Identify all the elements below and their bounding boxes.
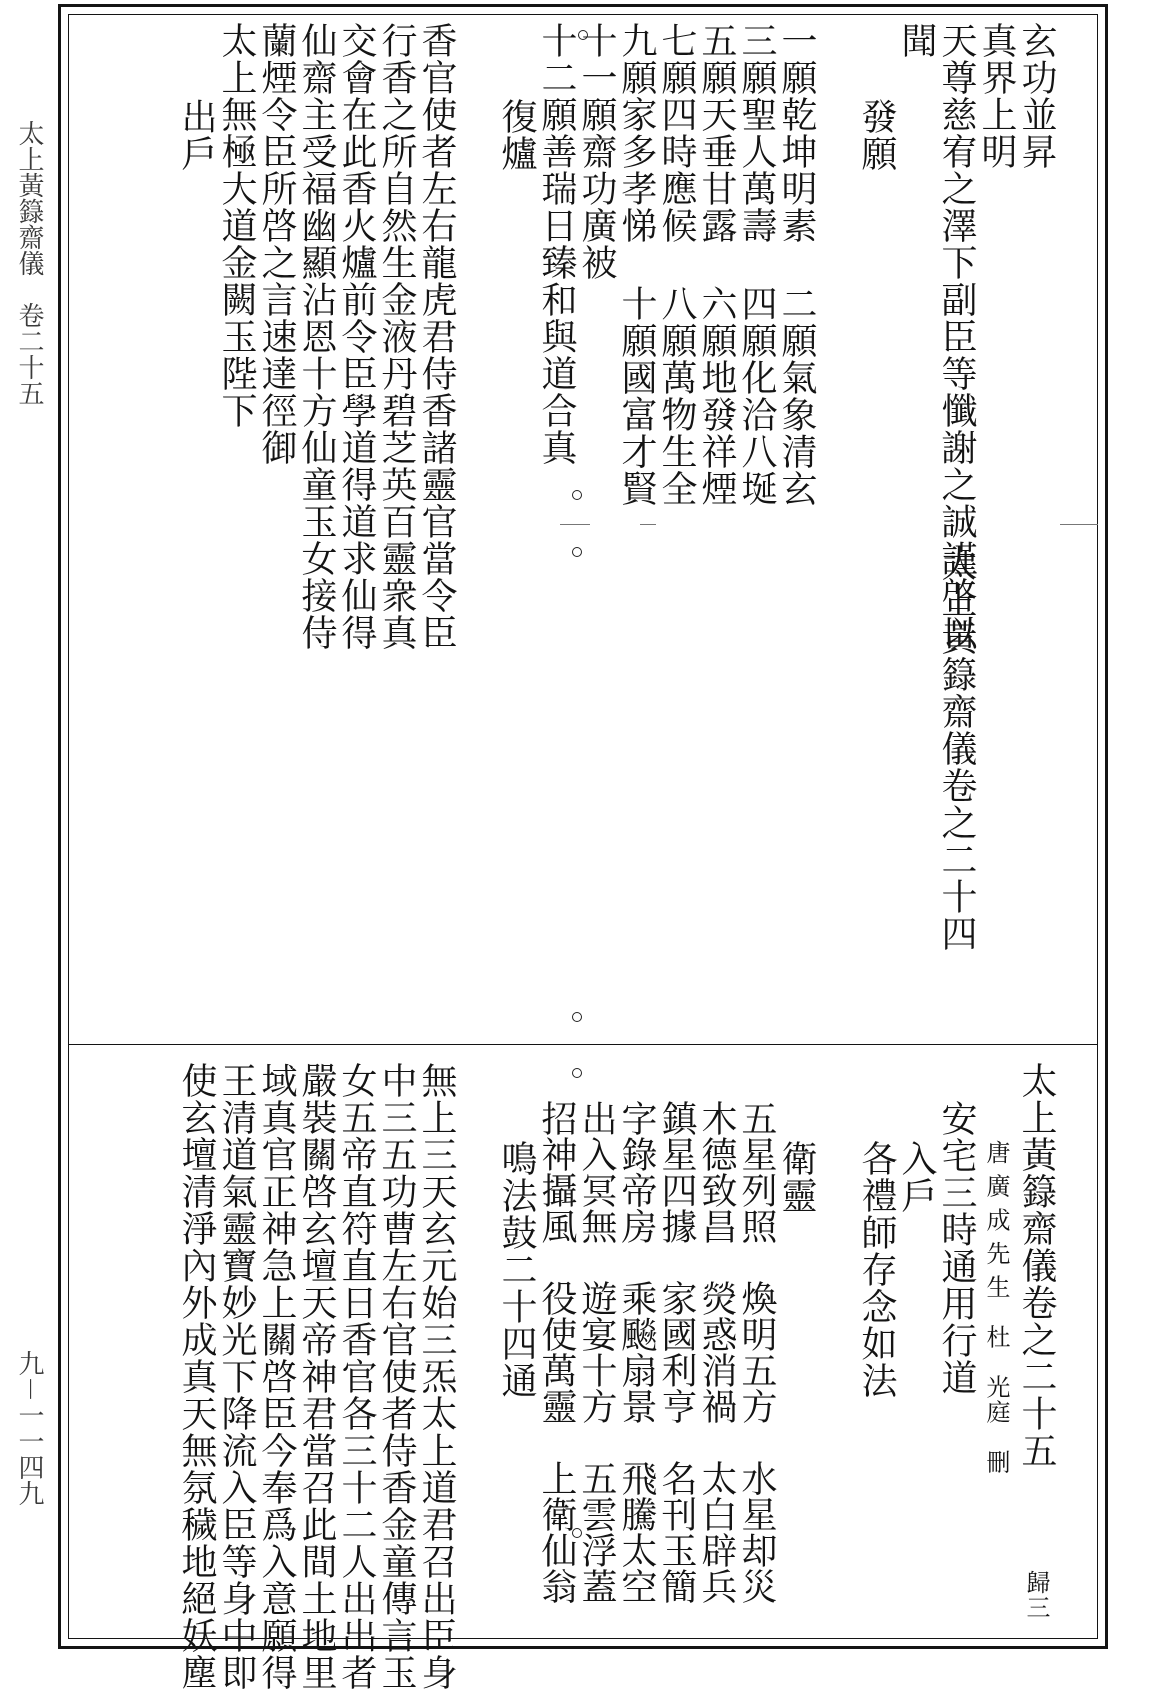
upper-vow-7: 七願四時應候 xyxy=(656,22,697,244)
lower-heading-drum: 鳴法鼓二十四通 xyxy=(496,1140,537,1399)
upper-vow-1: 一願乾坤明素 xyxy=(776,22,817,244)
lower-verse-5: 出入冥無 遊宴十方 五雲浮蓋 xyxy=(576,1100,617,1604)
lower-heading-guard: 衛靈 xyxy=(776,1140,817,1214)
volume-marker: 歸三 xyxy=(1022,1570,1050,1620)
margin-page-number: 九－一一四九 xyxy=(14,1350,44,1507)
separator-mark xyxy=(1060,524,1098,525)
upper-vow-12: 十二願善瑞日臻和與道合真 xyxy=(536,22,577,466)
upper-incense-line-1: 香官使者左右龍虎君侍香諸靈官當令臣 xyxy=(416,22,457,651)
circle-mark xyxy=(572,1068,582,1078)
upper-vow-8: 八願萬物生全 xyxy=(656,285,697,507)
volume-25-title: 太上黃籙齋儀卷之二十五 xyxy=(1016,1062,1057,1469)
lower-verse-2: 木德致昌 熒惑消禍 太白辟兵 xyxy=(696,1100,737,1604)
lower-invocation-line-4: 嚴裝關啓玄壇天帝神君當召此間土地里 xyxy=(296,1062,337,1691)
upper-column-3: 天尊慈宥之澤下副臣等懺謝之誠謹啓以 xyxy=(936,22,977,651)
section-title: 安宅三時通用行道 xyxy=(936,1100,977,1396)
circle-mark xyxy=(578,30,588,40)
lower-verse-1: 五星列照 煥明五方 水星却災 xyxy=(736,1100,777,1604)
upper-vow-9: 九願家多孝悌 xyxy=(616,22,657,244)
volume-24-end-title: 太上黃籙齋儀卷之二十四 xyxy=(936,545,977,952)
lower-verse-6: 招神攝風 役使萬靈 上衛仙翁 xyxy=(536,1100,577,1604)
upper-column-4: 聞 xyxy=(896,22,937,59)
author-line: 唐 廣 成 先 生 杜 光庭 刪 xyxy=(982,1140,1010,1475)
circle-mark xyxy=(572,547,582,557)
upper-vow-11: 十一願齋功廣被 xyxy=(576,22,617,281)
lower-invocation-line-3: 女五帝直符直日香官各三十二人出出者 xyxy=(336,1062,377,1691)
half-divider-line xyxy=(68,1044,1098,1045)
separator-mark xyxy=(640,524,656,525)
upper-incense-line-4: 仙齋主受福幽顯沾恩十方仙童玉女接侍 xyxy=(296,22,337,651)
circle-mark xyxy=(572,490,582,500)
lower-invocation-line-1: 無上三天玄元始三炁太上道君召出臣身 xyxy=(416,1062,457,1691)
lower-verse-3: 鎮星四據 家國利亨 名刊玉簡 xyxy=(656,1100,697,1604)
upper-column-1: 玄功並昇 xyxy=(1016,22,1057,170)
lower-heading-enter: 入戶 xyxy=(896,1140,937,1214)
upper-heading-exit: 出戶 xyxy=(176,98,217,172)
lower-invocation-line-2: 中三五功曹左右官使者侍香金童傳言玉 xyxy=(376,1062,417,1691)
margin-book-title: 太上黃籙齋儀 卷二十五 xyxy=(14,120,44,406)
separator-mark xyxy=(560,524,590,525)
upper-incense-line-3: 交會在此香火爐前令臣學道得道求仙得 xyxy=(336,22,377,651)
upper-incense-line-5: 蘭煙令臣所啓之言速達徑御 xyxy=(256,22,297,466)
upper-incense-line-2: 行香之所自然生金液丹碧芝英百靈衆真 xyxy=(376,22,417,651)
upper-vow-10: 十願國富才賢 xyxy=(616,285,657,507)
upper-heading-vow: 發願 xyxy=(856,98,897,172)
upper-incense-line-6: 太上無極大道金闕玉陛下 xyxy=(216,22,257,429)
lower-invocation-line-7: 使玄壇清淨內外成真天無氛穢地絕妖塵 xyxy=(176,1062,217,1691)
upper-heading-censer: 復爐 xyxy=(496,98,537,172)
lower-rite-instruction: 各禮師存念如法 xyxy=(856,1140,897,1399)
upper-vow-2: 二願氣象清玄 xyxy=(776,285,817,507)
upper-vow-3: 三願聖人萬壽 xyxy=(736,22,777,244)
lower-invocation-line-5: 域真官正神急上關啓臣今奉爲入意願得 xyxy=(256,1062,297,1691)
lower-verse-4: 字錄帝房 乘飈扇景 飛騰太空 xyxy=(616,1100,657,1604)
upper-vow-6: 六願地發祥煙 xyxy=(696,285,737,507)
upper-column-2: 真界上明 xyxy=(976,22,1017,170)
lower-invocation-line-6: 王清道氣靈寶妙光下降流入臣等身中即 xyxy=(216,1062,257,1691)
upper-vow-5: 五願天垂甘露 xyxy=(696,22,737,244)
upper-vow-4: 四願化洽八埏 xyxy=(736,285,777,507)
circle-mark xyxy=(572,1012,582,1022)
